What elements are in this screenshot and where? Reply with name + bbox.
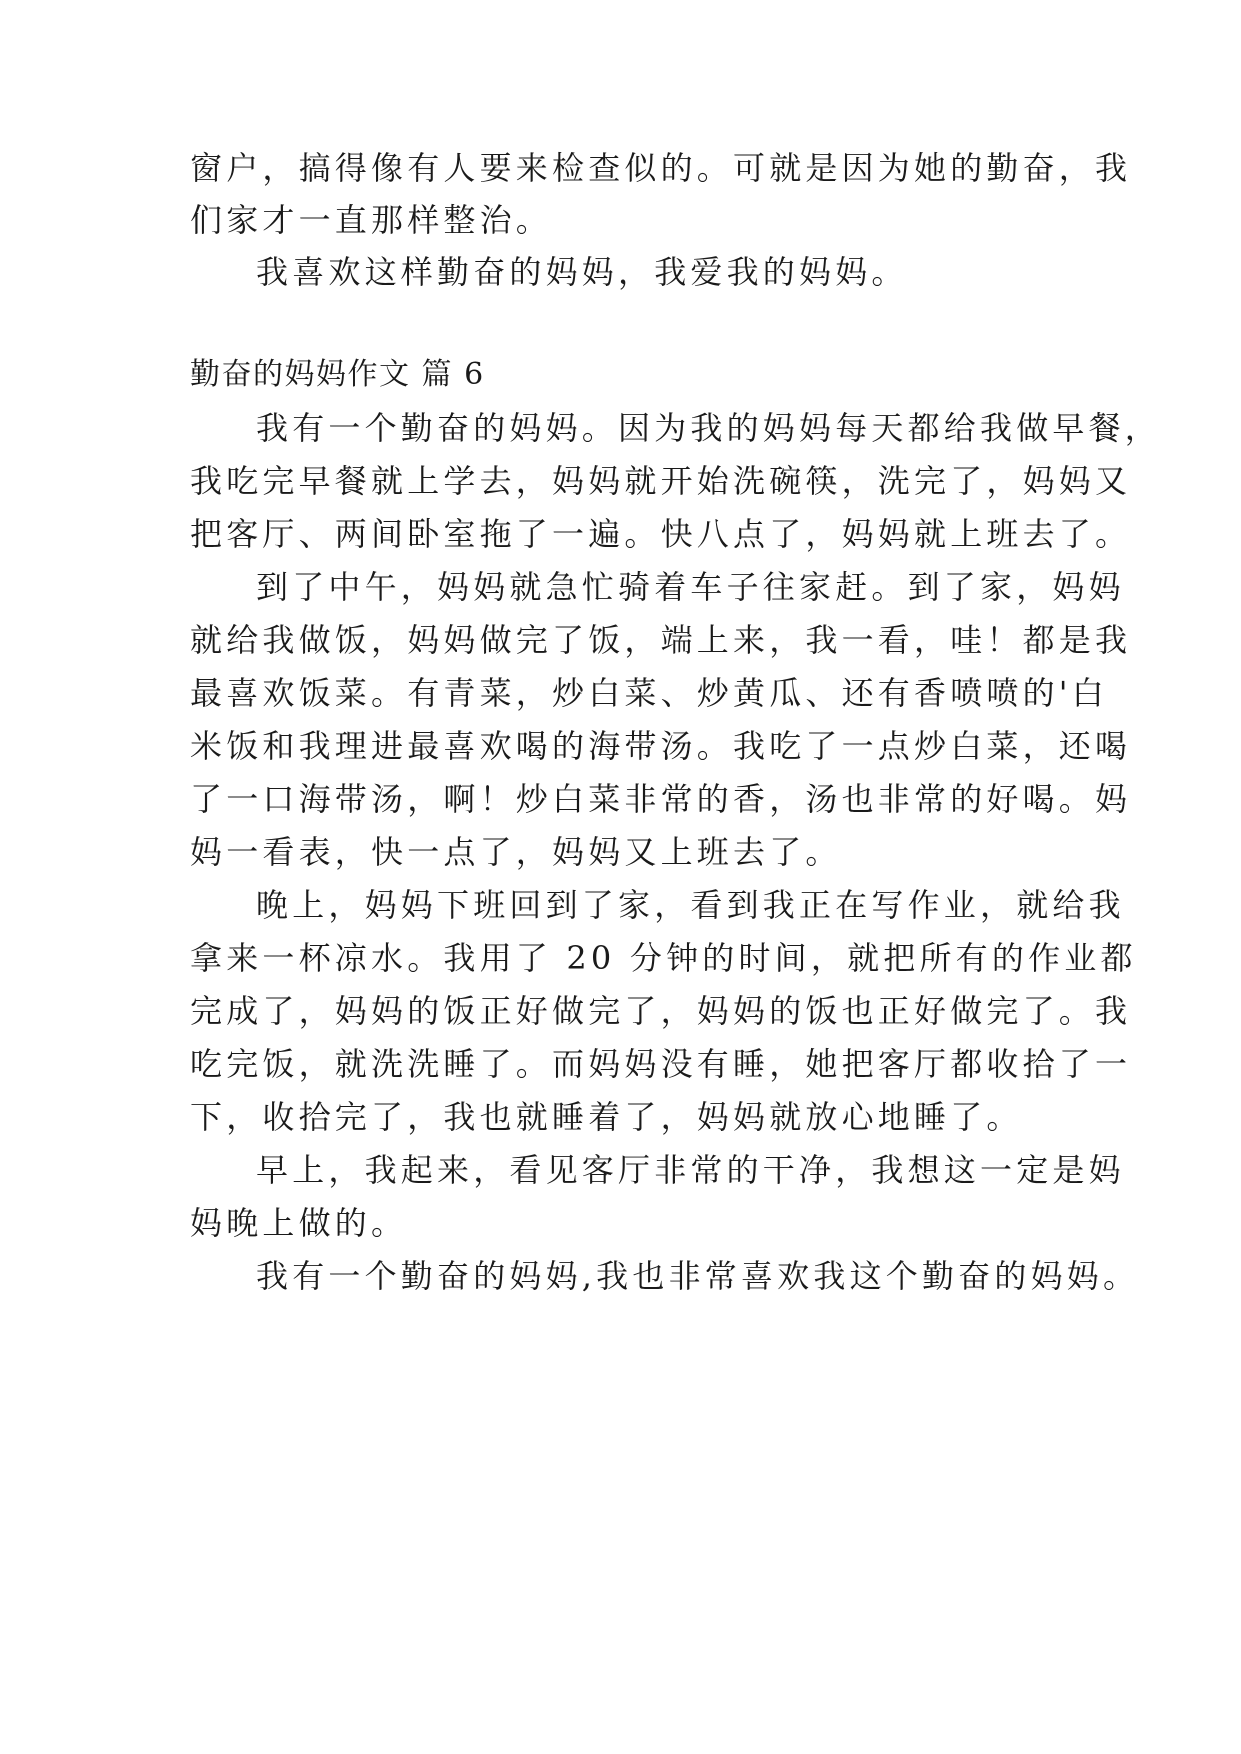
- paragraph-line: 拿来一杯凉水。我用了 20 分钟的时间，就把所有的作业都: [190, 939, 1137, 977]
- paragraph-line: 早上，我起来，看见客厅非常的干净，我想这一定是妈: [256, 1151, 1125, 1189]
- paragraph-line: 把客厅、两间卧室拖了一遍。快八点了，妈妈就上班去了。: [190, 515, 1132, 553]
- paragraph-line: 了一口海带汤，啊！炒白菜非常的香，汤也非常的好喝。妈: [190, 780, 1132, 818]
- paragraph-line: 们家才一直那样整治。: [190, 201, 553, 239]
- paragraph-line: 米饭和我理进最喜欢喝的海带汤。我吃了一点炒白菜，还喝: [190, 727, 1132, 765]
- paragraph-line: 窗户，搞得像有人要来检查似的。可就是因为她的勤奋，我: [190, 149, 1132, 187]
- paragraph-line: 我有一个勤奋的妈妈,我也非常喜欢我这个勤奋的妈妈。: [256, 1257, 1140, 1295]
- paragraph-line: 晚上，妈妈下班回到了家，看到我正在写作业，就给我: [256, 886, 1125, 924]
- paragraph-line: 我有一个勤奋的妈妈。因为我的妈妈每天都给我做早餐，: [256, 409, 1162, 447]
- paragraph-line: 我吃完早餐就上学去，妈妈就开始洗碗筷，洗完了，妈妈又: [190, 462, 1132, 500]
- paragraph-line: 到了中午，妈妈就急忙骑着车子往家赶。到了家，妈妈: [256, 568, 1125, 606]
- paragraph-line: 妈晚上做的。: [190, 1204, 408, 1242]
- paragraph-line: 妈一看表，快一点了，妈妈又上班去了。: [190, 833, 842, 871]
- paragraph-line: 吃完饭，就洗洗睡了。而妈妈没有睡，她把客厅都收拾了一: [190, 1045, 1132, 1083]
- paragraph-line: 就给我做饭，妈妈做完了饭，端上来，我一看，哇！都是我: [190, 621, 1132, 659]
- paragraph-line: 下，收拾完了，我也就睡着了，妈妈就放心地睡了。: [190, 1098, 1023, 1136]
- paragraph-line: 我喜欢这样勤奋的妈妈，我爱我的妈妈。: [256, 253, 908, 291]
- paragraph-line: 最喜欢饭菜。有青菜，炒白菜、炒黄瓜、还有香喷喷的'白: [190, 674, 1108, 712]
- section-heading: 勤奋的妈妈作文 篇 6: [190, 357, 485, 392]
- paragraph-line: 完成了，妈妈的饭正好做完了，妈妈的饭也正好做完了。我: [190, 992, 1132, 1030]
